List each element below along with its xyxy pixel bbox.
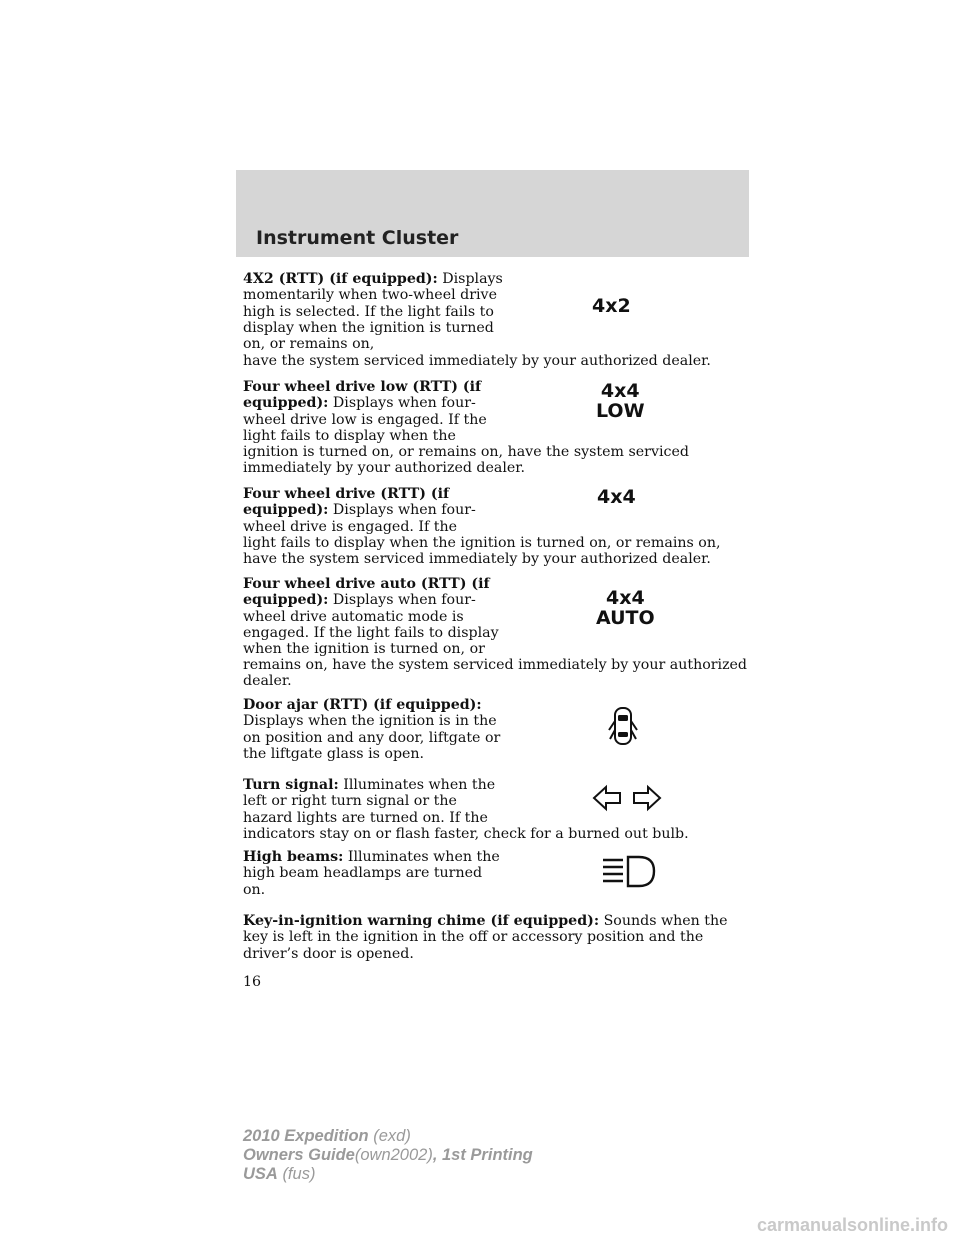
section-heading: Four wheel drive auto (RTT) (if equipped): (243, 576, 490, 609)
footer-guide-code: (own2002) (354, 1146, 433, 1164)
section-4x4-continued: light fails to display when the ignition is turned on, or remains on, have the system serviced immediately by your authorized dealer. (243, 535, 721, 568)
footer-region: USA (243, 1165, 278, 1183)
high-beam-icon (601, 855, 657, 889)
section-heading: 4X2 (RTT) (if equipped): (243, 271, 438, 287)
section-heading: Four wheel drive (RTT) (if equipped): (243, 486, 450, 519)
section-4x4 (243, 486, 503, 535)
door-ajar-icon (606, 706, 640, 748)
section-text: Displays momentarily when two-wheel drive high is selected. If the light fails to display when the ignition is turned on, or remains on, (243, 271, 503, 353)
section-text: Displays when four-wheel drive automatic mode is engaged. If the light fails to display when the ignition is turned on, or (243, 592, 499, 658)
section-heading: Turn signal: (243, 777, 339, 793)
section-text: Illuminates when the high beam headlamps are turned on. (243, 849, 500, 898)
section-turn-signal (243, 777, 503, 826)
section-text: Illuminates when the left or right turn signal or the hazard lights are turned on. If the (243, 777, 496, 826)
print-footer (243, 1127, 533, 1184)
section-turn-signal-continued: indicators stay on or flash faster, check for a burned out bulb. (243, 826, 689, 842)
footer-printing: , 1st Printing (432, 1146, 533, 1164)
section-4x4-auto-continued: remains on, have the system serviced immediately by your authorized dealer. (243, 657, 748, 690)
footer-line-3 (243, 1165, 533, 1184)
footer-guide: Owners Guide (243, 1146, 355, 1164)
4x4-indicator-icon: 4x4 (597, 486, 636, 508)
section-heading: Key-in-ignition warning chime (if equipped): (243, 913, 600, 929)
footer-model: 2010 Expedition (243, 1127, 369, 1145)
section-text: Sounds when the key is left in the ignition in the off or accessory position and the driver’s door is opened. (243, 913, 728, 962)
section-key-chime (243, 913, 753, 962)
4x4-low-indicator-icon (596, 382, 645, 422)
page-number: 16 (243, 974, 262, 990)
footer-line-1 (243, 1127, 533, 1146)
section-text: Displays when four-wheel drive is engaged. If the (243, 502, 476, 535)
turn-signal-arrows-icon (592, 784, 662, 812)
section-text: Displays when four-wheel drive low is engaged. If the light fails to display when the (243, 395, 487, 444)
footer-region-code: (fus) (282, 1165, 316, 1183)
watermark-text: carmanualsonline.info (756, 1215, 948, 1235)
symbol-line: AUTO (596, 606, 655, 629)
section-4x4-low (243, 379, 503, 444)
section-heading: Door ajar (RTT) (if equipped): (243, 697, 482, 713)
4x4-auto-indicator-icon (596, 589, 655, 629)
symbol-line: 4x4 (605, 587, 645, 609)
section-4x4-low-continued: ignition is turned on, or remains on, have the system serviced immediately by your authorized dealer. (243, 444, 689, 477)
section-door-ajar (243, 697, 503, 762)
4x2-indicator-icon: 4x2 (592, 295, 631, 317)
section-text: Displays when the ignition is in the on position and any door, liftgate or the liftgate glass is open. (243, 713, 501, 762)
section-high-beams (243, 849, 503, 898)
section-4x2 (243, 271, 503, 352)
section-heading: Four wheel drive low (RTT) (if equipped): (243, 379, 482, 412)
section-heading: High beams: (243, 849, 344, 865)
symbol-line: LOW (596, 399, 645, 422)
section-4x2-continued: have the system serviced immediately by your authorized dealer. (243, 353, 711, 369)
footer-line-2 (243, 1146, 533, 1165)
symbol-line: 4x4 (600, 380, 640, 402)
section-4x4-auto (243, 576, 503, 657)
footer-model-code: (exd) (373, 1127, 411, 1145)
page-title: Instrument Cluster (256, 227, 459, 249)
